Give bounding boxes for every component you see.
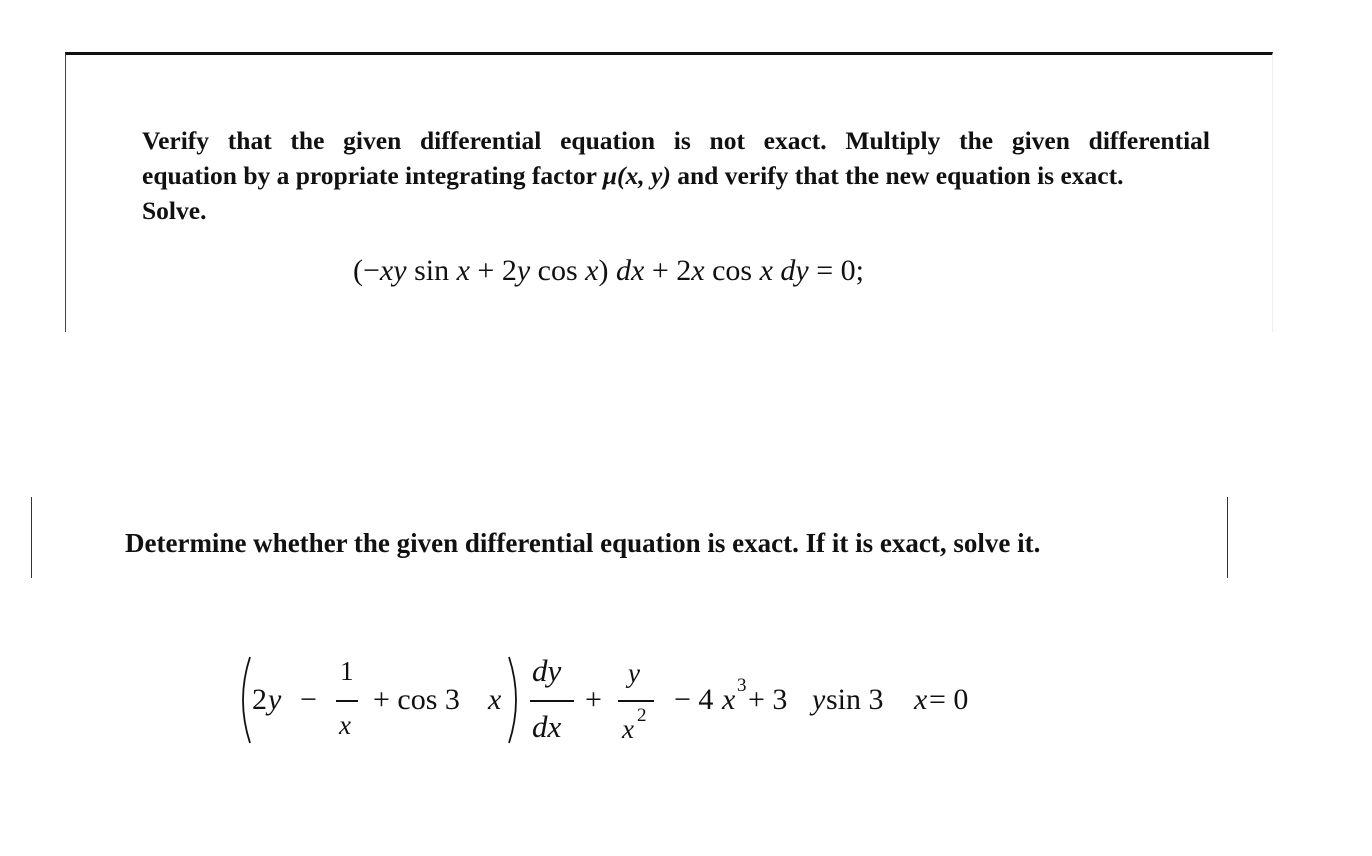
eq1-equals: = 0; <box>808 254 864 287</box>
eq2-plus: + <box>585 683 602 716</box>
integrating-factor-symbol: μ(x, y) <box>602 161 671 190</box>
problem-2-instruction: Determine whether the given differential equation is exact. If it is exact, solve it. <box>125 528 1041 558</box>
eq2-right-paren <box>505 655 525 745</box>
eq2-y: y <box>268 683 282 716</box>
eq2-sin-part: sin 3 <box>826 683 884 716</box>
problem-1-line-1: Verify that the given differential equation is not exact. Multiply the given differential <box>142 126 1210 155</box>
eq2-frac1-denominator: x <box>339 710 351 740</box>
eq2-frac1-bar <box>336 700 358 702</box>
eq1-close: ) <box>598 254 616 287</box>
problem-1-line-2 <box>142 158 1210 193</box>
eq2-left-paren <box>234 655 254 745</box>
eq2-x-in-cos: x <box>488 683 502 716</box>
eq1-plus1: + 2 <box>469 254 517 287</box>
eq2-y2: y <box>812 683 826 716</box>
eq1-y1: y <box>516 254 531 287</box>
eq2-frac3-numerator: y <box>628 658 640 688</box>
eq1-x3: x <box>691 254 705 287</box>
eq1-x4: x <box>759 254 773 287</box>
eq2-minus-4: − 4 <box>674 683 714 716</box>
eq2-plus-cos: + cos 3 <box>373 683 460 716</box>
eq1-plus2: + 2 <box>644 254 692 287</box>
eq2-dydx-bar <box>530 700 574 702</box>
eq1-x2: x <box>585 254 599 287</box>
problem-1-line-2-end: and verify that the new equation is exact. <box>670 161 1124 190</box>
eq2-plus-3: + 3 <box>748 683 788 716</box>
eq1-cos2: cos <box>704 254 760 287</box>
eq1-cos: cos <box>530 254 586 287</box>
eq2-two: 2 <box>252 683 267 716</box>
eq1-open: (− <box>353 254 380 287</box>
eq2-dy: dy <box>532 653 562 688</box>
problem-1-statement <box>142 123 1210 228</box>
problem-1-panel <box>65 52 1273 332</box>
problem-1-line-2-start: equation by a propriate integrating factor <box>142 161 603 190</box>
eq2-frac1-numerator: 1 <box>340 656 354 686</box>
eq2-equals-zero: = 0 <box>929 683 969 716</box>
problem-1-equation <box>353 254 864 288</box>
problem-2-right-border <box>1227 497 1228 578</box>
eq1-dx: dx <box>615 254 645 287</box>
eq2-exponent-3: 3 <box>737 675 747 696</box>
eq2-x-last: x <box>914 683 928 716</box>
eq2-minus: − <box>300 683 317 716</box>
eq1-sin: sin <box>406 254 457 287</box>
eq2-frac3-den-exponent: 2 <box>637 705 647 726</box>
eq2-x-cubed: x <box>722 683 736 716</box>
eq2-frac3-bar <box>618 700 654 702</box>
problem-2-left-border <box>31 497 32 578</box>
eq1-xy: xy <box>379 254 407 287</box>
eq1-x1: x <box>456 254 470 287</box>
problem-1-line-3: Solve. <box>142 196 207 225</box>
eq2-dx: dx <box>532 709 562 744</box>
eq1-dy: dy <box>780 254 809 287</box>
eq2-frac3-den-x: x <box>622 714 634 744</box>
